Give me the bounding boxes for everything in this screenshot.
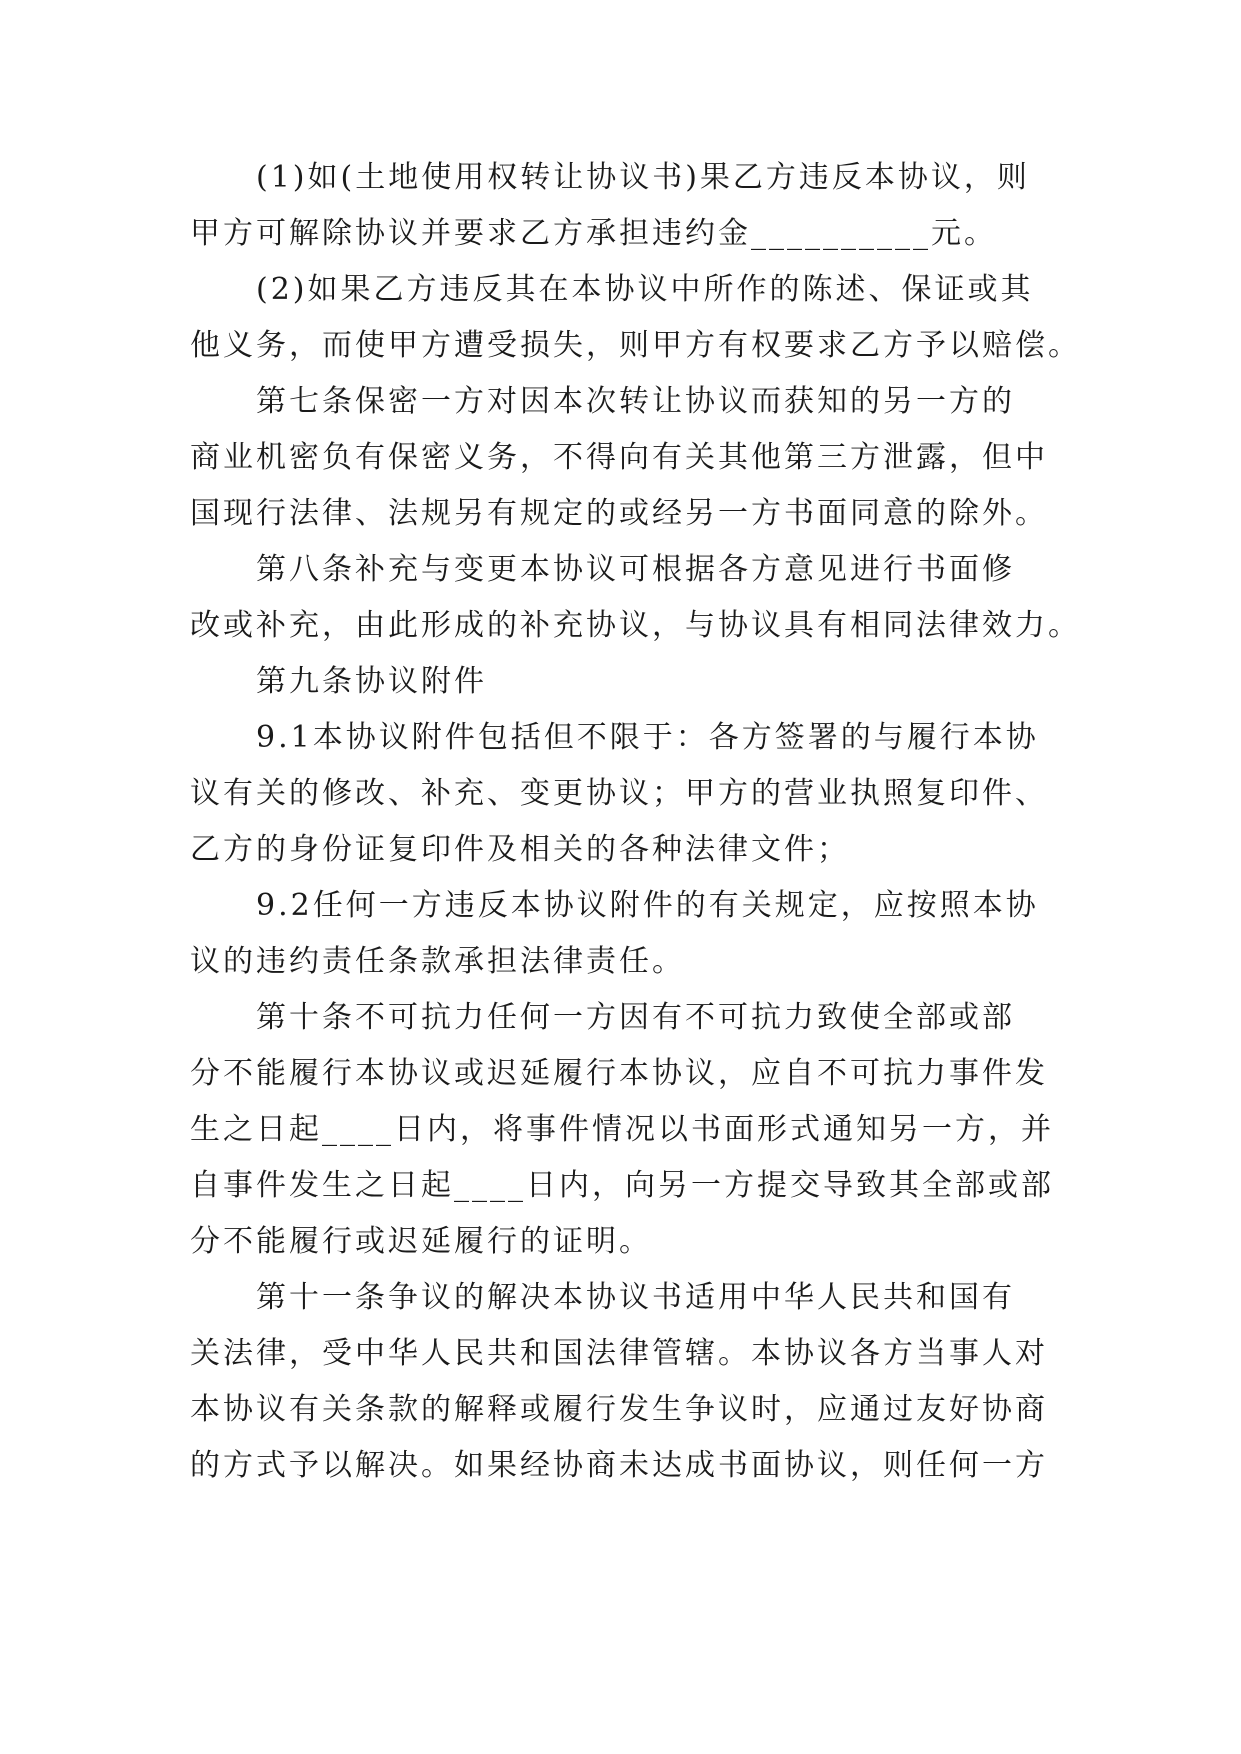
text-line: 国现行法律、法规另有规定的或经另一方书面同意的除外。	[190, 496, 1048, 531]
section-heading: 第九条协议附件	[256, 664, 487, 699]
text-line: 商业机密负有保密义务，不得向有关其他第三方泄露，但中	[190, 440, 1048, 475]
text-line: 9.1本协议附件包括但不限于：各方签署的与履行本协	[256, 720, 1039, 755]
text-line: 第七条保密一方对因本次转让协议而获知的另一方的	[256, 384, 1015, 419]
text-line: 9.2任何一方违反本协议附件的有关规定，应按照本协	[256, 888, 1039, 923]
text-line: 分不能履行或迟延履行的证明。	[190, 1224, 652, 1259]
paragraph-article-10	[190, 990, 1060, 1270]
text-line: 本协议有关条款的解释或履行发生争议时，应通过友好协商	[190, 1392, 1048, 1427]
text-line: 甲方可解除协议并要求乙方承担违约金__________元。	[190, 216, 997, 251]
text-line: 第十条不可抗力任何一方因有不可抗力致使全部或部	[256, 1000, 1015, 1035]
text-line: 第八条补充与变更本协议可根据各方意见进行书面修	[256, 552, 1015, 587]
paragraph-article-9-1	[190, 710, 1060, 878]
document-body	[190, 150, 1081, 1494]
text-line: 议有关的修改、补充、变更协议；甲方的营业执照复印件、	[190, 776, 1048, 811]
text-line: 自事件发生之日起____日内，向另一方提交导致其全部或部	[190, 1168, 1054, 1203]
text-line: 分不能履行本协议或迟延履行本协议，应自不可抗力事件发	[190, 1056, 1048, 1091]
paragraph-article-9-2	[190, 878, 1060, 990]
paragraph-article-9	[190, 654, 1060, 710]
text-line: 乙方的身份证复印件及相关的各种法律文件；	[190, 832, 850, 867]
paragraph-article-11	[190, 1270, 1060, 1494]
text-line: 改或补充，由此形成的补充协议，与协议具有相同法律效力。	[190, 608, 1081, 643]
text-line: (2)如果乙方违反其在本协议中所作的陈述、保证或其	[256, 272, 1034, 307]
text-line: 生之日起____日内，将事件情况以书面形式通知另一方，并	[190, 1112, 1054, 1147]
paragraph-clause-6-2	[190, 262, 1081, 374]
text-line: 他义务，而使甲方遭受损失，则甲方有权要求乙方予以赔偿。	[190, 328, 1081, 363]
paragraph-clause-6-1	[190, 150, 1060, 262]
text-line: 议的违约责任条款承担法律责任。	[190, 944, 685, 979]
paragraph-article-7	[190, 374, 1060, 542]
text-line: (1)如(土地使用权转让协议书)果乙方违反本协议，则	[256, 160, 1030, 195]
text-line: 关法律，受中华人民共和国法律管辖。本协议各方当事人对	[190, 1336, 1048, 1371]
paragraph-article-8	[190, 542, 1081, 654]
text-line: 第十一条争议的解决本协议书适用中华人民共和国有	[256, 1280, 1015, 1315]
text-line: 的方式予以解决。如果经协商未达成书面协议，则任何一方	[190, 1448, 1048, 1483]
